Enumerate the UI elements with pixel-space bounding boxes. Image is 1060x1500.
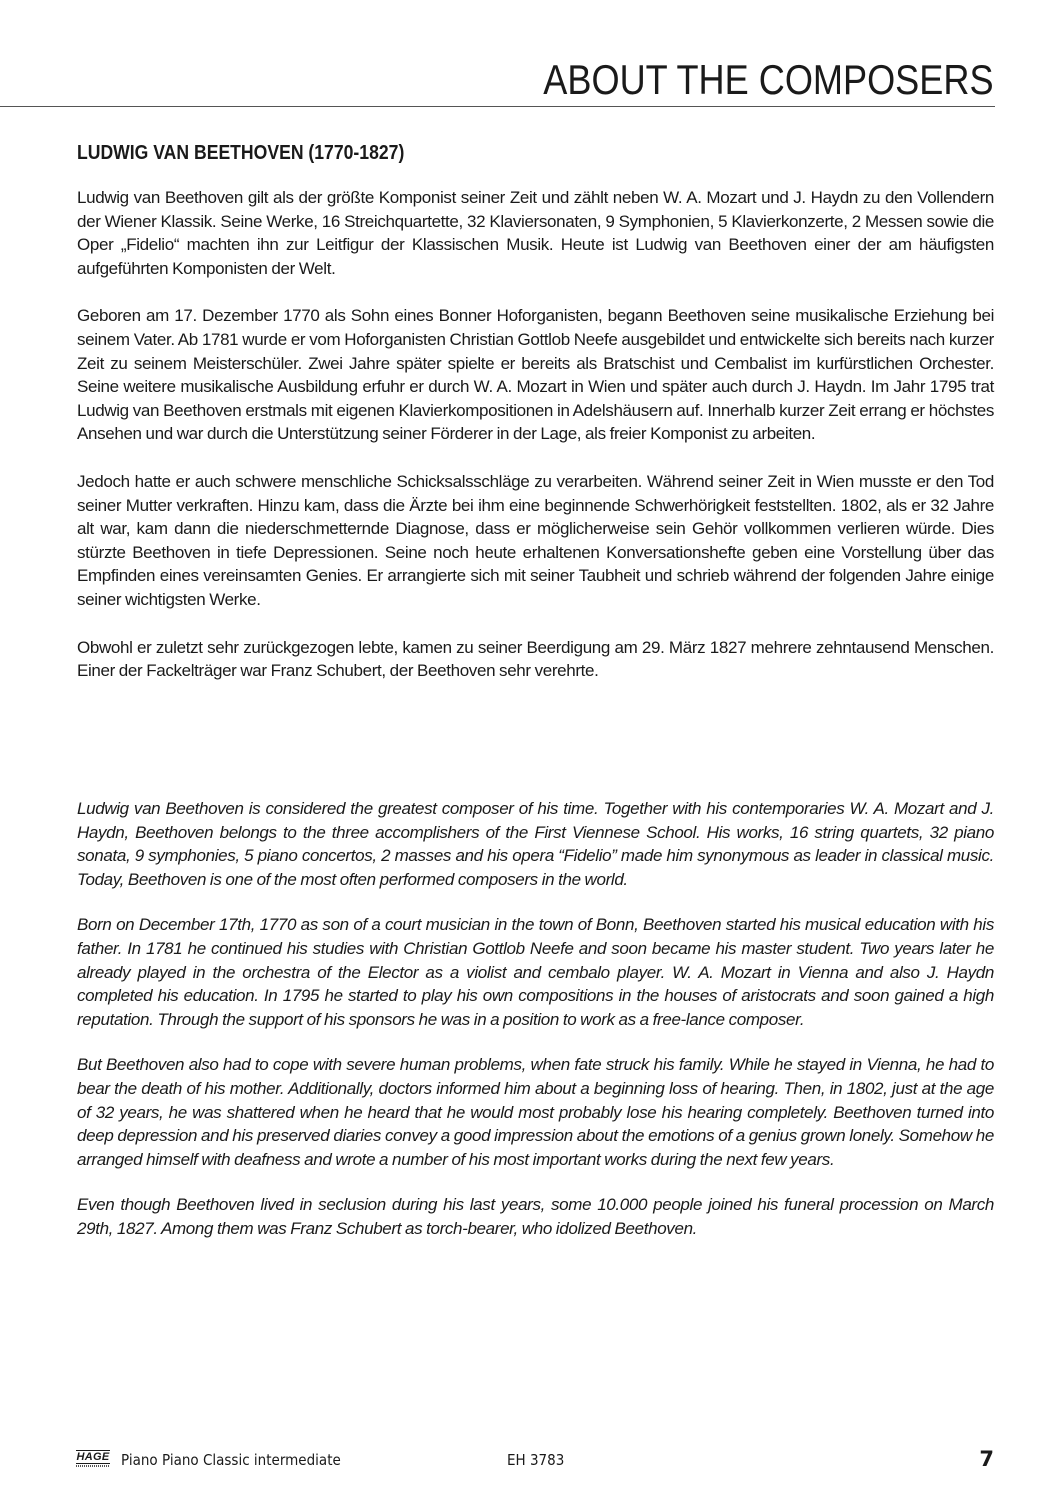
german-biography bbox=[77, 186, 994, 683]
series-title: Piano Piano Classic intermediate bbox=[121, 1451, 341, 1469]
german-section bbox=[77, 140, 994, 707]
german-paragraph: Obwohl er zuletzt sehr zurückgezogen lebte, kamen zu seiner Beerdigung am 29. März 1827 mehrere zehntausend Menschen. Einer der Fackelträger war Franz Schubert, der Beethoven sehr verehrte. bbox=[77, 637, 994, 681]
publisher-logo-subline bbox=[76, 1465, 110, 1467]
publisher-logo bbox=[76, 1450, 110, 1468]
header-divider bbox=[0, 106, 995, 107]
english-paragraph: Even though Beethoven lived in seclusion during his last years, some 10.000 people joined his funeral procession on March 29th, 1827. Among them was Franz Schubert as torch-bearer, who idolized Beethoven. bbox=[77, 1195, 994, 1238]
german-paragraph: Geboren am 17. Dezember 1770 als Sohn eines Bonner Hoforganisten, begann Beethoven seine musikalische Erziehung bei seinem Vater. Ab 1781 wurde er vom Hoforganisten Christian Gottlob Neefe ausgebildet und entwickelte sich bereits nach kurzer Zeit zu seinem Meisterschüler. Zwei Jahre später spielte er bereits als Bratschist und Cembalist im kurfürstlichen Orchester. Seine weitere musikalische Ausbildung erfuhr er durch W. A. Mozart in Wien und später auch durch J. Haydn. Im Jahr 1795 trat Ludwig van Beethoven erstmals mit eigenen Klavierkompositionen in Adelshäusern auf. Innerhalb kurzer Zeit errang er höchstes Ansehen und war durch die Unterstützung seiner Förderer in der Lage, als freier Komponist zu arbeiten. bbox=[77, 306, 994, 444]
english-paragraph: But Beethoven also had to cope with severe human problems, when fate struck his family. While he stayed in Vienna, he had to bear the death of his mother. Additionally, doctors informed him about a beginning loss of hearing. Then, in 1802, just at the age of 32 years, he was shattered when he heard that he would most probably lose his hearing completely. Beethoven turned into deep depression and his preserved diaries convey a good impression about the emotions of a genius grown lonely. Somehow he arranged himself with deafness and wrote a number of his most important works during the next few years. bbox=[77, 1055, 994, 1169]
english-paragraph: Born on December 17th, 1770 as son of a court musician in the town of Bonn, Beethoven started his musical education with his father. In 1781 he continued his studies with Christian Gottlob Neefe and soon became his master student. Two years later he already played in the orchestra of the Elector as a violist and cembalo player. W. A. Mozart in Vienna and also J. Haydn completed his education. In 1795 he started to play his own compositions in the houses of aristocrats and soon gained a high reputation. Through the support of his sponsors he was in a position to work as a free-lance composer. bbox=[77, 915, 994, 1029]
page-header bbox=[0, 0, 1060, 110]
english-biography bbox=[77, 797, 994, 1263]
german-paragraph: Jedoch hatte er auch schwere menschliche Schicksalsschläge zu verarbeiten. Während seiner Zeit in Wien musste er den Tod seiner Mutter verkraften. Hinzu kam, dass die Ärzte bei ihm eine beginnende Schwerhörigkeit feststellten. 1802, als er 32 Jahre alt war, kam dann die niederschmetternde Diagnose, dass er möglicherweise sein Gehör vollkommen verlieren würde. Dies stürzte Beethoven in tiefe Depressionen. Seine noch heute erhaltenen Konversationshefte geben eine Vorstellung über das Empfinden eines vereinsamten Genies. Er arrangierte sich mit seiner Taubheit und schrieb während der folgenden Jahre einige seiner wichtigsten Werke. bbox=[77, 471, 994, 609]
page-title: ABOUT THE COMPOSERS bbox=[543, 56, 994, 103]
catalog-number: EH 3783 bbox=[507, 1451, 565, 1469]
page-footer bbox=[0, 1440, 1060, 1480]
english-paragraph: Ludwig van Beethoven is considered the greatest composer of his time. Together with his contemporaries W. A. Mozart and J. Haydn, Beethoven belongs to the three accomplishers of the First Viennese School. His works, 16 string quartets, 32 piano sonata, 9 symphonies, 5 piano concertos, 2 masses and his opera “Fidelio” made him synonymous as leader in classical music. Today, Beethoven is one of the most often performed composers in the world. bbox=[77, 799, 994, 889]
german-paragraph: Ludwig van Beethoven gilt als der größte Komponist seiner Zeit und zählt neben W. A. Mozart und J. Haydn zu den Vollendern der Wiener Klassik. Seine Werke, 16 Streichquartette, 32 Klaviersonaten, 9 Symphonien, 5 Klavierkonzerte, 2 Messen sowie die Oper „Fidelio“ machten ihn zur Leitfigur der Klassischen Musik. Heute ist Ludwig van Beethoven einer der am häufigsten aufgeführten Komponisten der Welt. bbox=[77, 188, 994, 278]
composer-heading: LUDWIG VAN BEETHOVEN (1770-1827) bbox=[77, 142, 405, 164]
publisher-logo-text: HAGE bbox=[76, 1451, 110, 1463]
page-number: 7 bbox=[979, 1447, 994, 1471]
